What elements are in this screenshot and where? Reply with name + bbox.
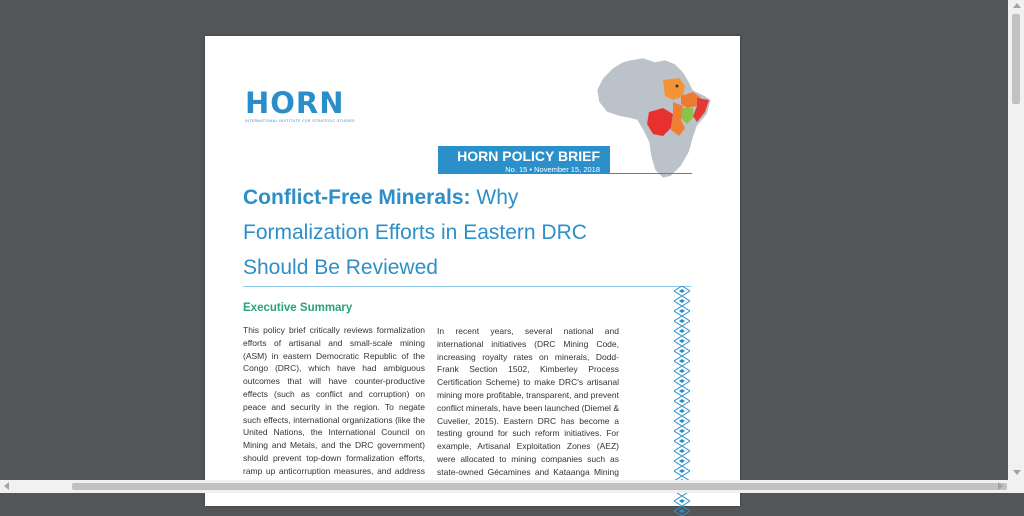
region-dot [676,85,679,88]
banner-underline [610,173,692,174]
section-divider [243,286,691,287]
title-rest: Why [470,186,519,209]
horizontal-scroll-thumb[interactable] [72,483,1007,490]
horn-logo [245,88,355,123]
policy-brief-banner [438,146,610,174]
document-page [205,36,740,506]
title-line-2: Formalization Efforts in Eastern DRC [243,221,587,244]
document-title [243,180,663,285]
scroll-down-arrow-icon[interactable] [1013,470,1021,475]
scroll-right-arrow-icon[interactable] [998,482,1003,490]
policy-brief-meta: No. 15 • November 15, 2018 [505,165,600,174]
africa-map-icon [593,56,715,180]
logo-wordmark: HORN [245,86,345,120]
policy-brief-title: HORN POLICY BRIEF [457,148,600,164]
title-line-3: Should Be Reviewed [243,256,438,279]
scroll-left-arrow-icon[interactable] [4,482,9,490]
summary-column-left: This policy brief critically reviews formalization efforts of artisanal and small-scale mining (ASM) in eastern Democratic Republic of the Congo (DRC), which have had ambiguous outcomes that will have counter-productive effects (such as conflict and corruption) on peace and security in the region. To negate such effects, international organizations (like the United Nations, the International Council on Mining and Metals, and the DRC government) should prevent top-down formalization efforts, ramp up anticorruption measures, and address [243,325,425,476]
vertical-scroll-thumb[interactable] [1012,14,1020,104]
summary-column-right: In recent years, several national and international initiatives (DRC Mining Code, increasing royalty rates on minerals, Dodd-Frank Section 1502, Kimberley Process Certification Scheme) to make DRC's artisanal mining more profitable, transparent, and prevent conflict minerals, have been launched (Diemel & Cuvelier, 2015). Eastern DRC has become a testing ground for such reform initiatives. For example, Artisanal Exploitation Zones (AEZ) were allocated to mining companies such as state-owned Gécamines and Kataanga Mining [437,326,619,477]
logo-subtitle: INTERNATIONAL INSTITUTE FOR STRATEGIC STUDIES [245,119,355,123]
title-strong: Conflict-Free Minerals: [243,186,471,209]
executive-summary-heading: Executive Summary [243,302,353,314]
scroll-up-arrow-icon[interactable] [1013,3,1021,8]
